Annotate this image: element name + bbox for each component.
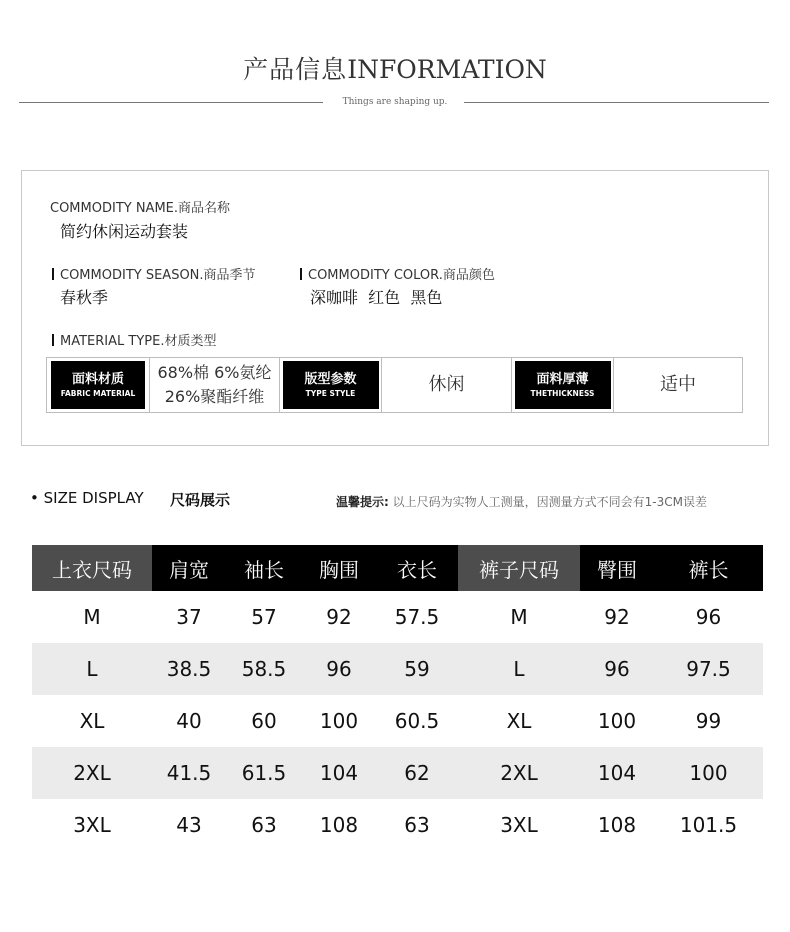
table-cell: XL bbox=[506, 709, 532, 733]
color-value: 深咖啡 红色 黑色 bbox=[310, 288, 443, 307]
title-cn: 产品信息 bbox=[243, 55, 348, 84]
measurement-tip: 温馨提示: 以上尺码为实物人工测量，因测量方式不同会有1-3CM误差 bbox=[336, 495, 707, 509]
table-cell: 41.5 bbox=[152, 747, 226, 799]
bullet-icon: • bbox=[30, 489, 39, 507]
header-cell: 肩宽 bbox=[152, 545, 226, 591]
header-cell: 臀围 bbox=[580, 545, 654, 591]
table-cell: 43 bbox=[176, 813, 202, 837]
table-cell: 99 bbox=[695, 709, 722, 733]
style-badge-cell bbox=[280, 358, 382, 412]
season-label: COMMODITY SEASON.商品季节 bbox=[52, 264, 256, 283]
table-cell: 38.5 bbox=[152, 643, 226, 695]
table-cell: 96 bbox=[580, 643, 654, 695]
table-cell: 59 bbox=[376, 643, 458, 695]
table-cell: 62 bbox=[376, 747, 458, 799]
size-table bbox=[32, 545, 763, 851]
table-row bbox=[32, 643, 763, 695]
table-cell: 3XL bbox=[73, 813, 111, 837]
thickness-badge: 面料厚薄 THETHICKNESS bbox=[515, 361, 611, 409]
style-value: 休闲 bbox=[428, 374, 465, 395]
table-cell: 63 bbox=[404, 813, 430, 837]
table-cell: 104 bbox=[302, 747, 376, 799]
table-cell: 57 bbox=[251, 605, 277, 629]
table-cell: 57.5 bbox=[394, 605, 440, 629]
table-cell: XL bbox=[79, 709, 105, 733]
header-cell: 袖长 bbox=[226, 545, 302, 591]
table-row bbox=[32, 591, 763, 643]
size-display-title-cn: 尺码展示 bbox=[170, 491, 231, 509]
table-cell: 100 bbox=[597, 709, 637, 733]
table-row bbox=[32, 747, 763, 799]
style-badge: 版型参数 TYPE STYLE bbox=[283, 361, 379, 409]
size-display-title: • SIZE DISPLAY bbox=[30, 489, 144, 507]
table-cell: 3XL bbox=[500, 813, 538, 837]
page-title bbox=[0, 50, 790, 86]
color-label: COMMODITY COLOR.商品颜色 bbox=[300, 264, 495, 283]
label-bar bbox=[300, 268, 302, 280]
thickness-badge-cell bbox=[512, 358, 614, 412]
table-row bbox=[32, 799, 763, 851]
table-cell: 40 bbox=[176, 709, 202, 733]
table-cell: 92 bbox=[326, 605, 352, 629]
table-cell: M bbox=[510, 605, 528, 629]
label-bar bbox=[52, 334, 54, 346]
table-cell: 60 bbox=[251, 709, 277, 733]
fabric-value: 68%棉 6%氨纶 26%聚酯纤维 bbox=[157, 363, 272, 406]
name-value: 简约休闲运动套装 bbox=[60, 222, 189, 241]
header-cell: 裤长 bbox=[654, 545, 763, 591]
name-label: COMMODITY NAME.商品名称 bbox=[50, 201, 231, 216]
table-cell: 108 bbox=[319, 813, 359, 837]
fabric-badge-cell bbox=[47, 358, 150, 412]
table-row bbox=[32, 695, 763, 747]
table-cell: 63 bbox=[251, 813, 277, 837]
table-cell: 92 bbox=[604, 605, 630, 629]
table-cell: 58.5 bbox=[226, 643, 302, 695]
fabric-badge: 面料材质 FABRIC MATERIAL bbox=[51, 361, 145, 409]
table-cell: M bbox=[83, 605, 101, 629]
material-label: MATERIAL TYPE.材质类型 bbox=[52, 330, 216, 349]
header-cell: 上衣尺码 bbox=[32, 545, 152, 591]
table-cell: 97.5 bbox=[654, 643, 763, 695]
table-cell: 104 bbox=[580, 747, 654, 799]
header-cell: 胸围 bbox=[302, 545, 376, 591]
table-cell: 2XL bbox=[458, 747, 580, 799]
material-table bbox=[46, 357, 743, 413]
table-cell: 2XL bbox=[32, 747, 152, 799]
table-cell: 101.5 bbox=[679, 813, 738, 837]
thickness-value: 适中 bbox=[660, 374, 696, 395]
season-value: 春秋季 bbox=[60, 288, 109, 307]
table-cell: L bbox=[458, 643, 580, 695]
table-cell: L bbox=[32, 643, 152, 695]
label-bar bbox=[52, 268, 54, 280]
table-cell: 37 bbox=[176, 605, 202, 629]
style-value-cell bbox=[382, 358, 512, 412]
table-cell: 61.5 bbox=[226, 747, 302, 799]
thickness-value-cell bbox=[614, 358, 742, 412]
table-cell: 108 bbox=[597, 813, 637, 837]
table-cell: 96 bbox=[695, 605, 722, 629]
page-subtitle: Things are shaping up. bbox=[342, 97, 448, 107]
size-table-header bbox=[32, 545, 763, 591]
header-cell: 裤子尺码 bbox=[458, 545, 580, 591]
table-cell: 100 bbox=[654, 747, 763, 799]
title-en: INFORMATION bbox=[347, 55, 547, 84]
header-cell: 衣长 bbox=[376, 545, 458, 591]
table-cell: 100 bbox=[319, 709, 359, 733]
table-cell: 60.5 bbox=[394, 709, 440, 733]
table-cell: 96 bbox=[302, 643, 376, 695]
fabric-value-cell bbox=[150, 358, 280, 412]
